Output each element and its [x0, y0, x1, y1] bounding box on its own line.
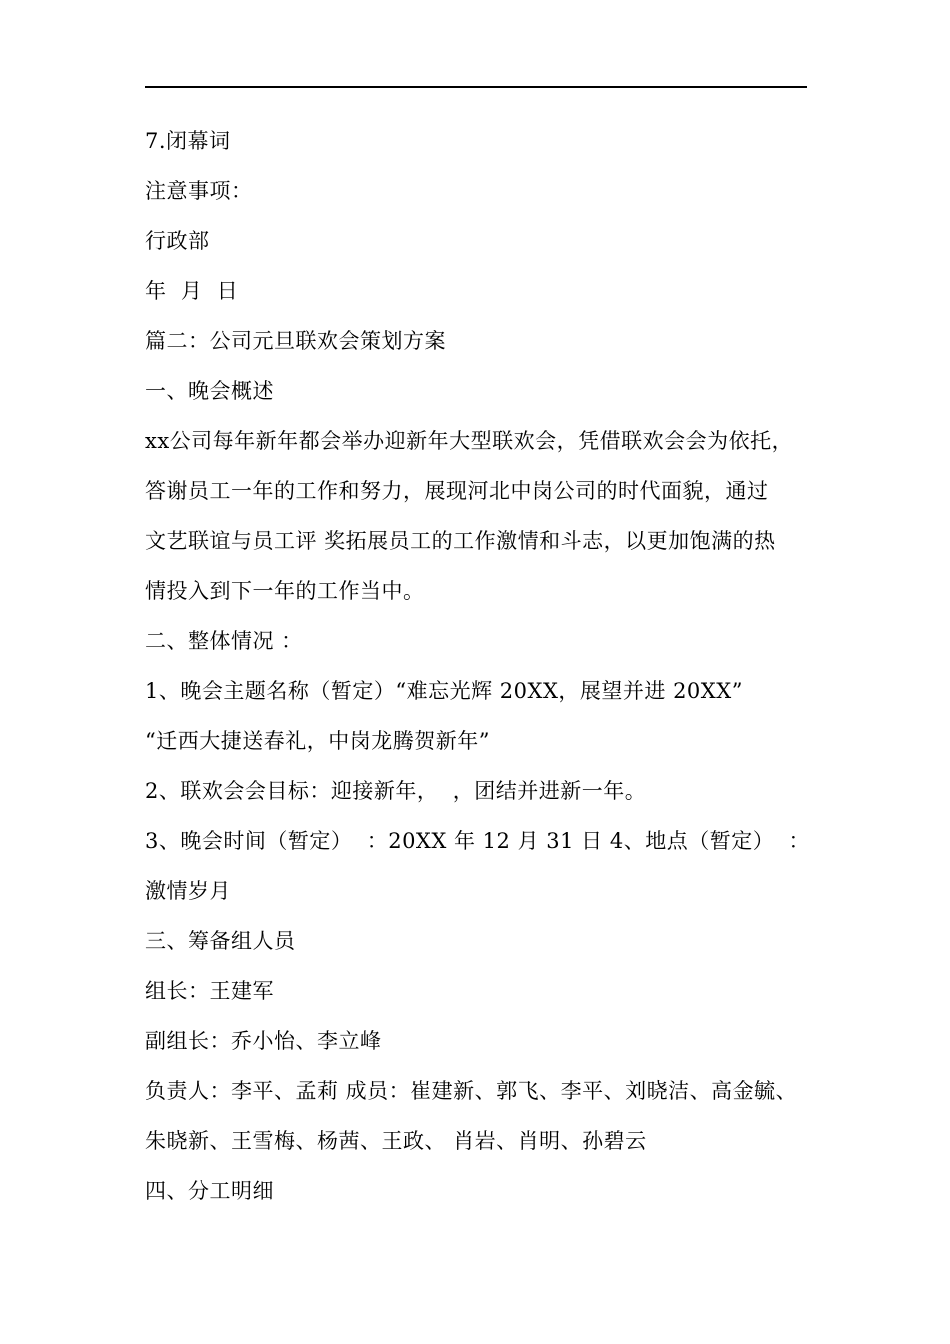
closing-speech-item: 7.闭幕词	[145, 129, 231, 153]
overview-paragraph-line-3: 文艺联谊与员工评 奖拓展员工的工作激情和斗志，以更加饱满的热	[145, 529, 776, 553]
goal-line: 2、联欢会会目标：迎接新年， ，团结并进新一年。	[145, 779, 647, 803]
deputy-leader-line: 副组长：乔小怡、李立峰	[145, 1029, 382, 1053]
overview-paragraph-line-4: 情投入到下一年的工作当中。	[145, 579, 425, 603]
date-line: 年 月 日	[145, 279, 239, 303]
leader-line: 组长：王建军	[145, 979, 274, 1003]
overview-paragraph-line-1: xx公司每年新年都会举办迎新年大型联欢会，凭借联欢会会为依托，	[145, 429, 794, 453]
theme-slogan-line: “迁西大捷送春礼，中岗龙腾贺新年”	[145, 729, 490, 753]
heading-committee: 三、筹备组人员	[145, 929, 296, 953]
theme-name-line: 1、晚会主题名称（暂定）“难忘光辉 20XX，展望并进 20XX”	[145, 679, 743, 703]
heading-overall: 二、整体情况 ：	[145, 629, 303, 653]
heading-overview: 一、晚会概述	[145, 379, 274, 403]
overview-paragraph-line-2: 答谢员工一年的工作和努力，展现河北中岗公司的时代面貌，通过	[145, 479, 769, 503]
header-rule	[145, 86, 807, 88]
notes-heading: 注意事项：	[145, 179, 253, 203]
heading-division: 四、分工明细	[145, 1179, 274, 1203]
members-line-2: 朱晓新、王雪梅、杨茜、王政、 肖岩、肖明、孙碧云	[145, 1129, 647, 1153]
section-title: 篇二：公司元旦联欢会策划方案	[145, 329, 446, 353]
members-line-1: 负责人：李平、孟莉 成员：崔建新、郭飞、李平、刘晓洁、高金毓、	[145, 1079, 798, 1103]
time-location-line: 3、晚会时间（暂定） ：20XX 年 12 月 31 日 4、地点（暂定） ：	[145, 829, 811, 853]
department-signature: 行政部	[145, 229, 210, 253]
location-value-line: 激情岁月	[145, 879, 231, 903]
